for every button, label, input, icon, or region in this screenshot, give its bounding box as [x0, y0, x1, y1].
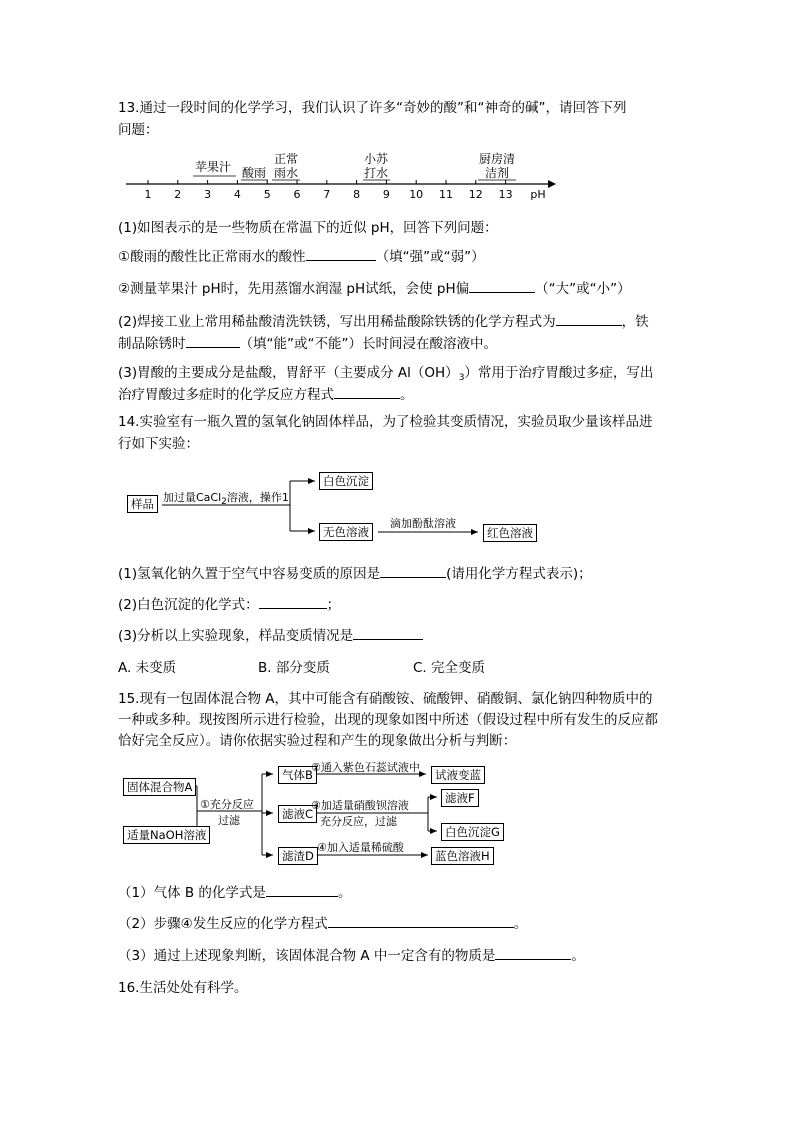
flow-white-precipitate-g-box: 白色沉淀G — [441, 823, 504, 841]
flow-step1-filter-label: 过滤 — [218, 814, 240, 827]
flow-turns-blue-box: 试液变蓝 — [431, 766, 485, 784]
q13-part2-line2: 制品除锈时 （填“能”或“不能”）长时间浸在酸溶液中。 — [118, 333, 678, 356]
ph-tick-label: 11 — [439, 188, 453, 201]
ph-unit-label: pH — [530, 188, 546, 201]
ph-label-soda-water-l2: 打水 — [363, 166, 389, 180]
ph-tick-label: 1 — [144, 188, 152, 201]
flow-colorless-solution-box: 无色溶液 — [319, 523, 373, 541]
flow-step2-label: 滴加酚酞溶液 — [390, 517, 456, 530]
flow-step1-label: ①充分反应 — [200, 798, 254, 811]
option-c[interactable]: C. 完全变质 — [413, 660, 486, 676]
q13-part1b: ②测量苹果汁 pH时，先用蒸馏水润湿 pH试纸，会使 pH偏 （“大”或“小”） — [118, 278, 678, 301]
q14-intro-line1: 14.实验室有一瓶久置的氢氧化钠固体样品，为了检验其变质情况，实验员取少量该样品进 — [118, 414, 653, 430]
flow-step1-label: 加过量CaCl$_2$溶液，操作1 — [163, 491, 289, 507]
q15-part2: （2）步骤④发生反应的化学方程式 。 — [118, 913, 678, 936]
q14-intro-line2: 行如下实验： — [118, 436, 199, 452]
flow-step2-label: ②通入紫色石蕊试液中 — [311, 761, 420, 774]
ph-tick-label: 13 — [498, 188, 513, 201]
flow-sample-box: 样品 — [127, 495, 158, 513]
ph-label-acid-rain: 酸雨 — [241, 166, 267, 180]
ph-tick-label: 8 — [353, 188, 361, 201]
q14-part3: (3)分析以上实验现象，样品变质情况是 — [118, 625, 678, 648]
q13-intro-line2: 问题： — [118, 122, 159, 138]
q13-part1a: ①酸雨的酸性比正常雨水的酸性 （填“强”或“弱”） — [118, 246, 678, 269]
ph-label-apple-juice: 苹果汁 — [194, 160, 232, 174]
ph-tick-label: 9 — [382, 188, 390, 201]
ph-tick-label: 5 — [263, 188, 271, 201]
ph-tick-label: 6 — [293, 188, 301, 201]
ph-tick-label: 4 — [233, 188, 241, 201]
q15-intro-line1: 15.现有一包固体混合物 A，其中可能含有硝酸铵、硫酸钾、硝酸铜、氯化钠四种物质中的 — [118, 691, 653, 707]
option-b[interactable]: B. 部分变质 — [258, 660, 330, 676]
flow-step3-label: ③加适量硝酸钡溶液 — [311, 799, 409, 812]
flow-filtrate-c-box: 滤液C — [278, 805, 317, 823]
flow-solid-mixture-box: 固体混合物A — [123, 778, 196, 796]
q13-part1: (1)如图表示的是一些物质在常温下的近似 pH，回答下列问题： — [118, 220, 498, 236]
flow-filtrate-f-box: 滤液F — [441, 789, 479, 807]
q15-intro-line3: 恰好完全反应）。请你依据实验过程和产生的现象做出分析与判断： — [118, 733, 517, 749]
answer-blank[interactable] — [328, 913, 514, 928]
flow-red-solution-box: 红色溶液 — [483, 524, 537, 542]
ph-tick-label: 10 — [409, 188, 424, 201]
q13-intro-line1: 13.通过一段时间的化学学习，我们认识了许多“奇妙的酸”和“神奇的碱”，请回答下列 — [118, 100, 627, 116]
q15-intro-line2: 一种或多种。现按图所示进行检验，出现的现象如图中所述（假设过程中所有发生的反应都 — [118, 712, 658, 728]
ph-label-kitchen-cleaner-l1: 厨房清 — [478, 152, 516, 166]
ph-label-kitchen-cleaner-l2: 洁剂 — [484, 166, 510, 180]
q13-part3-line2: 治疗胃酸过多症时的化学反应方程式 。 — [118, 384, 678, 407]
option-a[interactable]: A. 未变质 — [118, 660, 177, 676]
flow-naoh-box: 适量NaOH溶液 — [123, 826, 210, 844]
q15-part3: （3）通过上述现象判断，该固体混合物 A 中一定含有的物质是 。 — [118, 945, 678, 968]
ph-label-normal-rain-l2: 雨水 — [273, 166, 299, 180]
q16-intro: 16.生活处处有科学。 — [118, 980, 248, 996]
ph-label-soda-water-l1: 小苏 — [363, 152, 389, 166]
ph-label-normal-rain-l1: 正常 — [273, 152, 299, 166]
flow-white-precipitate-box: 白色沉淀 — [319, 472, 373, 490]
ph-tick-label: 7 — [323, 188, 331, 201]
flow-residue-d-box: 滤渣D — [278, 847, 318, 865]
flow-gas-b-box: 气体B — [278, 766, 317, 784]
ph-tick-label: 2 — [174, 188, 182, 201]
answer-blank[interactable] — [266, 882, 338, 897]
q13-part3-line1: (3)胃酸的主要成分是盐酸，胃舒平（主要成分 $Al(OH)_3$）常用于治疗胃酸过多症，写出 — [118, 365, 654, 383]
q14-part2: (2)白色沉淀的化学式： ； — [118, 594, 678, 617]
ph-tick-label: 12 — [468, 188, 483, 201]
ph-tick-label: 3 — [204, 188, 212, 201]
q15-part1: （1）气体 B 的化学式是 。 — [118, 882, 678, 905]
answer-blank[interactable] — [495, 945, 571, 960]
flow-step4-label: ④加入适量稀硫酸 — [317, 841, 404, 854]
flow-blue-solution-h-box: 蓝色溶液H — [431, 847, 494, 865]
flow-step3-filter-label: 充分反应，过滤 — [320, 815, 397, 828]
q13-part2-line1: (2)焊接工业上常用稀盐酸清洗铁锈，写出用稀盐酸除铁锈的化学方程式为 ，铁 — [118, 311, 678, 334]
q14-part1: (1)氢氧化钠久置于空气中容易变质的原因是 (请用化学方程式表示)； — [118, 563, 678, 586]
